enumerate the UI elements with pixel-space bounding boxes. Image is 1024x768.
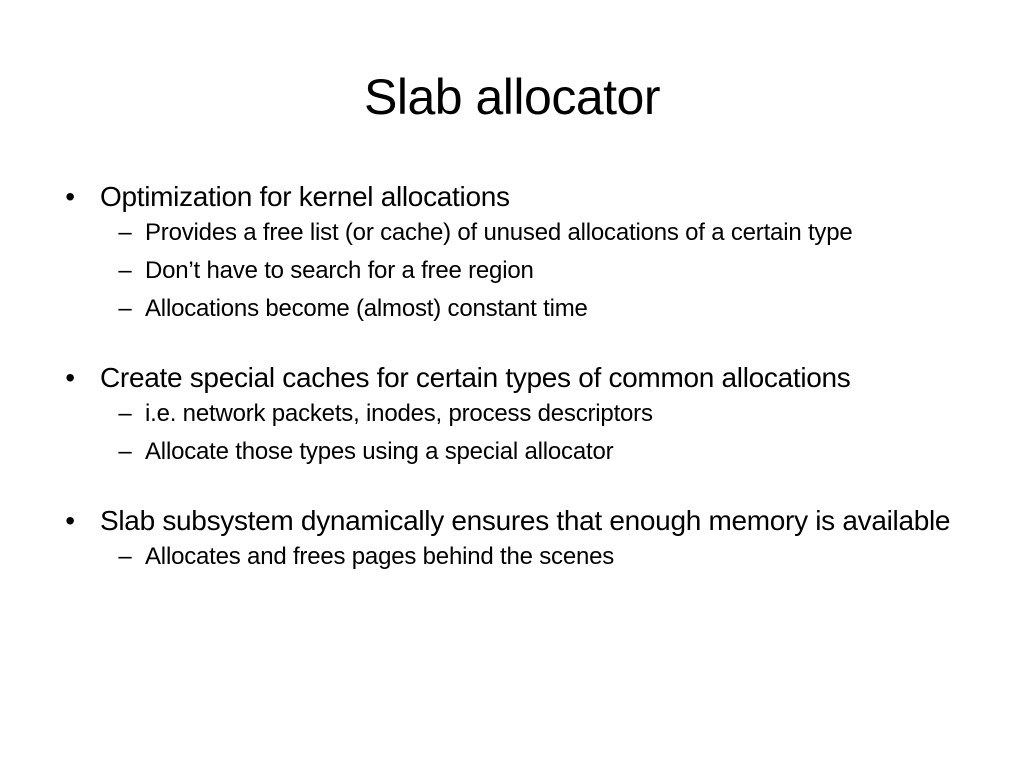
sub-text: Provides a free list (or cache) of unused allocations of a certain type [145,219,853,246]
bullet-text: Slab subsystem dynamically ensures that enough memory is available [100,505,951,536]
bullet-item [60,180,960,214]
bullet-marker: • [65,362,75,393]
bullet-group [60,504,960,571]
bullet-marker: • [65,505,75,536]
slide-title: Slab allocator [364,69,660,125]
bullet-marker: • [65,181,75,212]
sub-list [60,218,960,323]
sub-text: Allocations become (almost) constant time [145,295,588,322]
sub-list [60,542,960,571]
sub-item [60,542,960,571]
sub-marker: – [118,400,132,427]
bullet-group [60,180,960,323]
bullet-group [60,361,960,466]
sub-marker: – [118,543,132,570]
sub-item [60,256,960,285]
sub-item [60,218,960,247]
sub-item [60,399,960,428]
bullet-item [60,504,960,538]
sub-text: Allocates and frees pages behind the scenes [145,543,615,570]
sub-marker: – [118,438,132,465]
sub-text: Don’t have to search for a free region [145,257,534,284]
sub-text: i.e. network packets, inodes, process descriptors [145,400,653,427]
sub-marker: – [118,257,132,284]
sub-list [60,399,960,466]
bullet-item [60,361,960,395]
sub-marker: – [118,219,132,246]
sub-text: Allocate those types using a special allocator [145,438,614,465]
sub-item [60,437,960,466]
sub-item [60,294,960,323]
slide-content [60,180,960,609]
bullet-text: Optimization for kernel allocations [100,181,510,212]
sub-marker: – [118,295,132,322]
bullet-text: Create special caches for certain types of common allocations [100,362,851,393]
